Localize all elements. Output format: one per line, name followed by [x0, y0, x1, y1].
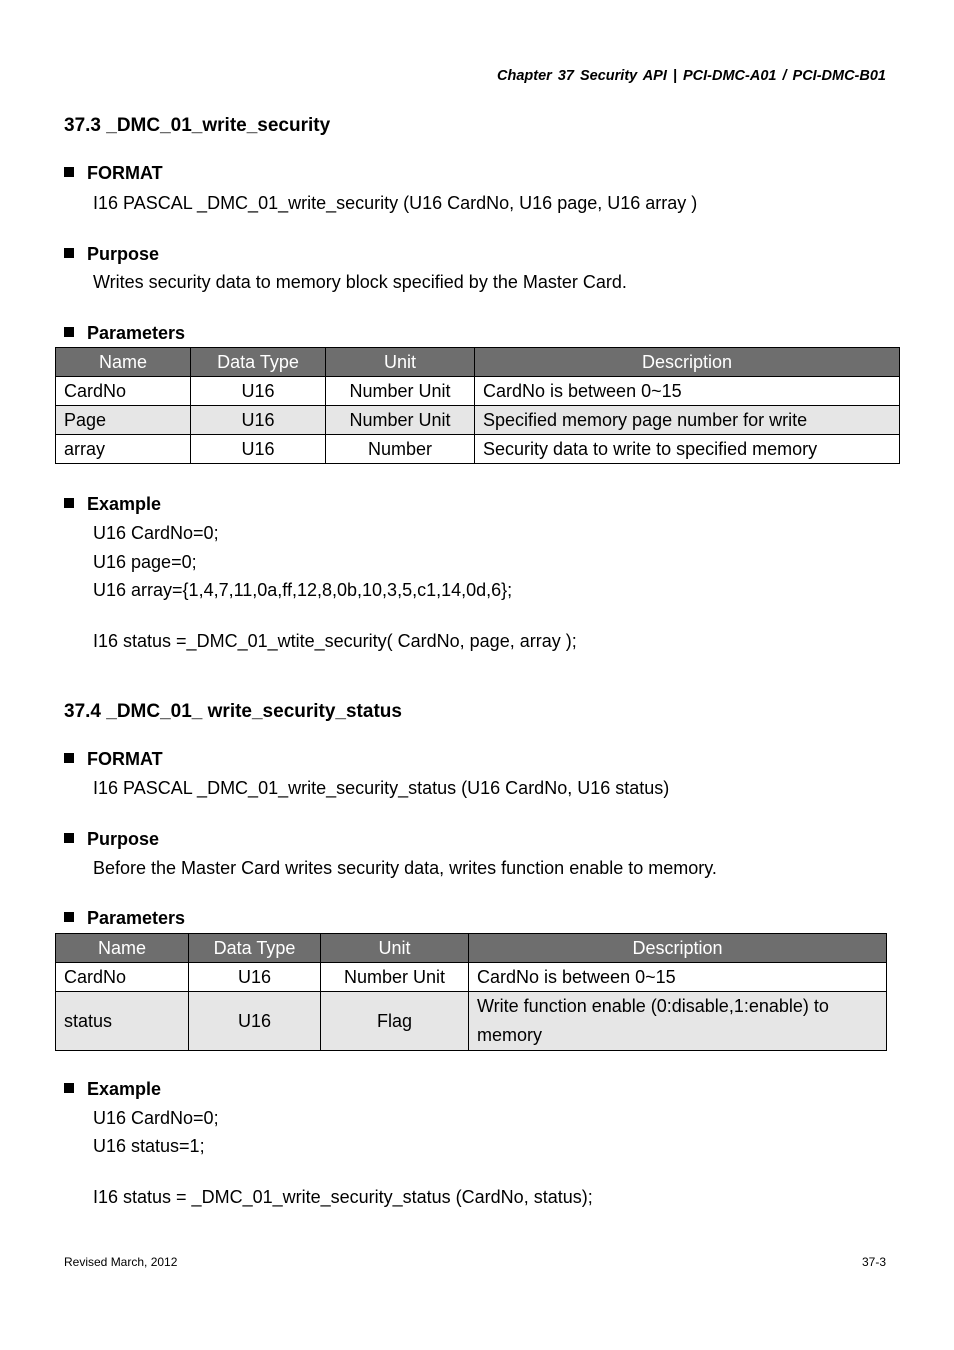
purpose-label: Purpose — [87, 244, 160, 264]
footer-page-number: 37-3 — [861, 1255, 886, 1269]
parameters-label: Parameters — [87, 323, 186, 343]
table-cell: Security data to write to specified memory — [475, 435, 900, 464]
table-cell: Write function enable (0:disable,1:enable) to memory — [469, 992, 887, 1051]
table-header-row — [56, 348, 900, 377]
format-label: FORMAT — [87, 749, 163, 769]
bullet-square-icon — [64, 912, 74, 922]
table-cell: status — [56, 992, 189, 1051]
column-header: Data Type — [189, 934, 321, 963]
format-label: FORMAT — [87, 163, 163, 183]
table-cell: U16 — [191, 435, 326, 464]
example-line: U16 status=1; — [93, 1136, 205, 1156]
purpose-text: Before the Master Card writes security data, writes function enable to memory. — [93, 858, 717, 878]
table-cell: array — [56, 435, 191, 464]
format-signature: I16 PASCAL _DMC_01_write_security (U16 CardNo, U16 page, U16 array ) — [93, 193, 698, 213]
bullet-square-icon — [64, 248, 74, 258]
parameters-heading — [64, 323, 185, 344]
table-row — [56, 406, 900, 435]
table-cell: Flag — [321, 992, 469, 1051]
table-cell: Number Unit — [326, 377, 475, 406]
bullet-square-icon — [64, 753, 74, 763]
table-row — [56, 992, 887, 1051]
example-label: Example — [87, 1079, 162, 1099]
parameters-table — [55, 933, 887, 1051]
table-row — [56, 963, 887, 992]
format-signature: I16 PASCAL _DMC_01_write_security_status (U16 CardNo, U16 status) — [93, 778, 670, 798]
example-heading — [64, 494, 161, 515]
column-header: Name — [56, 934, 189, 963]
table-header-row — [56, 934, 887, 963]
column-header: Unit — [321, 934, 469, 963]
column-header: Description — [469, 934, 887, 963]
example-line: U16 array={1,4,7,11,0a,ff,12,8,0b,10,3,5,c1,14,0d,6}; — [93, 580, 513, 600]
purpose-heading — [64, 829, 159, 850]
bullet-square-icon — [64, 1083, 74, 1093]
page-header: Chapter 37 Security API | PCI-DMC-A01 / PCI-DMC-B01 — [497, 68, 886, 84]
table-cell: CardNo — [56, 963, 189, 992]
table-cell: U16 — [189, 963, 321, 992]
bullet-square-icon — [64, 498, 74, 508]
example-heading — [64, 1079, 161, 1100]
example-line: U16 CardNo=0; — [93, 1108, 219, 1128]
column-header: Data Type — [191, 348, 326, 377]
table-row — [56, 435, 900, 464]
column-header: Name — [56, 348, 191, 377]
table-cell: U16 — [191, 377, 326, 406]
format-heading — [64, 163, 163, 184]
bullet-square-icon — [64, 167, 74, 177]
parameters-table — [55, 347, 900, 464]
example-line: U16 page=0; — [93, 552, 197, 572]
format-heading — [64, 749, 163, 770]
table-cell: CardNo is between 0~15 — [469, 963, 887, 992]
bullet-square-icon — [64, 327, 74, 337]
table-cell: Specified memory page number for write — [475, 406, 900, 435]
purpose-label: Purpose — [87, 829, 160, 849]
purpose-text: Writes security data to memory block specified by the Master Card. — [93, 272, 627, 292]
bullet-square-icon — [64, 833, 74, 843]
table-cell: Page — [56, 406, 191, 435]
table-cell: U16 — [191, 406, 326, 435]
table-cell: Number Unit — [326, 406, 475, 435]
column-header: Description — [475, 348, 900, 377]
column-header: Unit — [326, 348, 475, 377]
section-title-37-4: 37.4 _DMC_01_ write_security_status — [64, 701, 402, 722]
example-line: I16 status =_DMC_01_wtite_security( CardNo, page, array ); — [93, 631, 577, 651]
section-title-37-3: 37.3 _DMC_01_write_security — [64, 115, 331, 136]
table-cell: CardNo is between 0~15 — [475, 377, 900, 406]
parameters-heading — [64, 908, 185, 929]
table-cell: U16 — [189, 992, 321, 1051]
table-cell: CardNo — [56, 377, 191, 406]
purpose-heading — [64, 244, 159, 265]
parameters-label: Parameters — [87, 908, 186, 928]
example-line: I16 status = _DMC_01_write_security_status (CardNo, status); — [93, 1187, 593, 1207]
example-label: Example — [87, 494, 162, 514]
table-row — [56, 377, 900, 406]
table-cell: Number — [326, 435, 475, 464]
example-line: U16 CardNo=0; — [93, 523, 219, 543]
footer-revision: Revised March, 2012 — [64, 1255, 178, 1269]
table-cell: Number Unit — [321, 963, 469, 992]
